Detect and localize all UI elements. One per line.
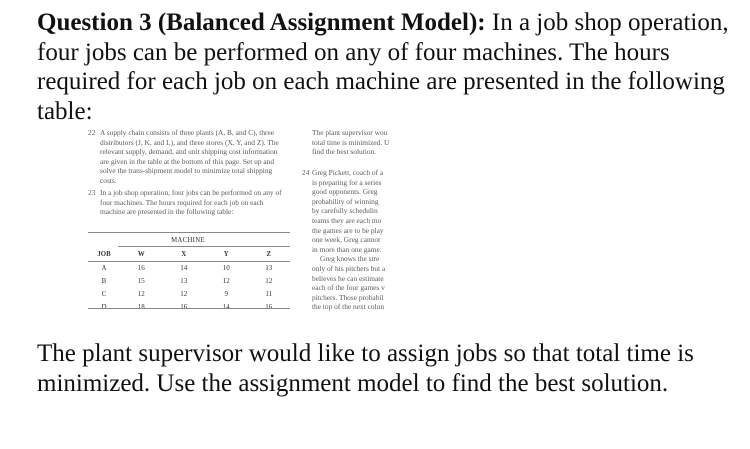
right-line: probability of winning	[312, 196, 379, 206]
table-cell: 12	[180, 289, 188, 298]
right-line: The plant supervisor wou	[312, 128, 388, 137]
right-line: the top of the next colun	[312, 302, 385, 312]
table-cell: 16	[137, 263, 145, 272]
right-line: believes he can estimate	[312, 273, 384, 283]
table-cell: 10	[222, 263, 230, 272]
right-line: is preparing for a series	[312, 177, 382, 187]
table-header-bottom-rule	[88, 261, 290, 262]
machine-header: MACHINE	[171, 237, 205, 244]
table-row	[88, 288, 290, 301]
right-line: each of the four games v	[312, 283, 385, 293]
header-y: Y	[223, 251, 229, 259]
problem-24	[302, 168, 432, 312]
table-header-row	[88, 248, 290, 262]
right-line: find the best solution.	[312, 147, 377, 157]
table-cell: 15	[137, 276, 145, 285]
header-x: X	[181, 251, 187, 259]
problem-24-number: 24	[302, 168, 310, 177]
textbook-excerpt-image	[88, 128, 438, 318]
header-job: JOB	[97, 251, 111, 259]
table-cell: 14	[180, 263, 188, 272]
header-w: W	[137, 251, 145, 259]
right-line: Greg Pickett, coach of a	[312, 168, 384, 177]
table-cell: 16	[180, 302, 188, 311]
table-cell: B	[101, 276, 107, 285]
right-line: the games are to be play	[312, 225, 384, 235]
right-line: total time is minimized. U	[312, 137, 390, 147]
question-paragraph	[37, 8, 737, 126]
job-machine-table	[88, 248, 290, 314]
table-cell: 14	[222, 302, 230, 311]
question-heading: Question 3 (Balanced Assignment Model):	[37, 9, 486, 36]
right-line: teams they are each mo	[312, 215, 382, 225]
question-intro: In a job shop operation, four jobs can be performed on any of four machines. The hours required for each job on each machine are presented in the following table:	[37, 9, 729, 125]
table-cell: D	[101, 302, 107, 311]
right-line: pitchers. Those probabil	[312, 292, 384, 302]
table-top-rule	[88, 232, 290, 233]
table-cell: 9	[224, 289, 228, 298]
right-line: only of his pitchers but a	[312, 263, 386, 273]
right-line: one week, Greg cannot	[312, 235, 381, 245]
conclusion-paragraph: The plant supervisor would like to assign jobs so that total time is minimized. Use the assignment model to find the best solution.	[37, 340, 694, 397]
machine-header-rule	[118, 246, 290, 247]
problem-22-number: 22	[88, 128, 96, 137]
header-z: Z	[266, 251, 272, 259]
right-line: Greg knows the stre	[320, 254, 380, 264]
table-row	[88, 275, 290, 288]
right-line: by carefully schedulin	[312, 206, 378, 216]
table-cell: 11	[265, 289, 273, 298]
problem-22-text: A supply chain consists of three plants (A, B, and C), three distributors (J, K, and L), and three stores (X, Y, and Z). The relevant supply, demand, and unit shipping cost information are given in the table at the bottom of this page. Set up and solve the trans-shipment model to minimize total shipping costs.	[100, 128, 279, 185]
table-row	[88, 262, 290, 275]
table-cell: A	[101, 263, 107, 272]
table-cell: C	[101, 289, 107, 298]
right-line: in more than one game.	[312, 244, 382, 254]
table-cell: 16	[265, 302, 273, 311]
table-bottom-rule	[88, 308, 290, 309]
problem-23	[88, 188, 283, 217]
table-cell: 12	[222, 276, 230, 285]
problem-22	[88, 128, 283, 186]
table-cell: 13	[265, 263, 273, 272]
right-line: good opponents. Greg	[312, 187, 378, 197]
right-column-top	[312, 128, 430, 157]
problem-23-text: In a job shop operation, four jobs can be performed on any of four machines. The hours required for each job on each machine are presented in the following table:	[100, 188, 282, 217]
table-cell: 13	[180, 276, 188, 285]
table-cell: 12	[137, 289, 145, 298]
problem-23-number: 23	[88, 188, 96, 197]
table-cell: 18	[137, 302, 145, 311]
table-cell: 12	[265, 276, 273, 285]
